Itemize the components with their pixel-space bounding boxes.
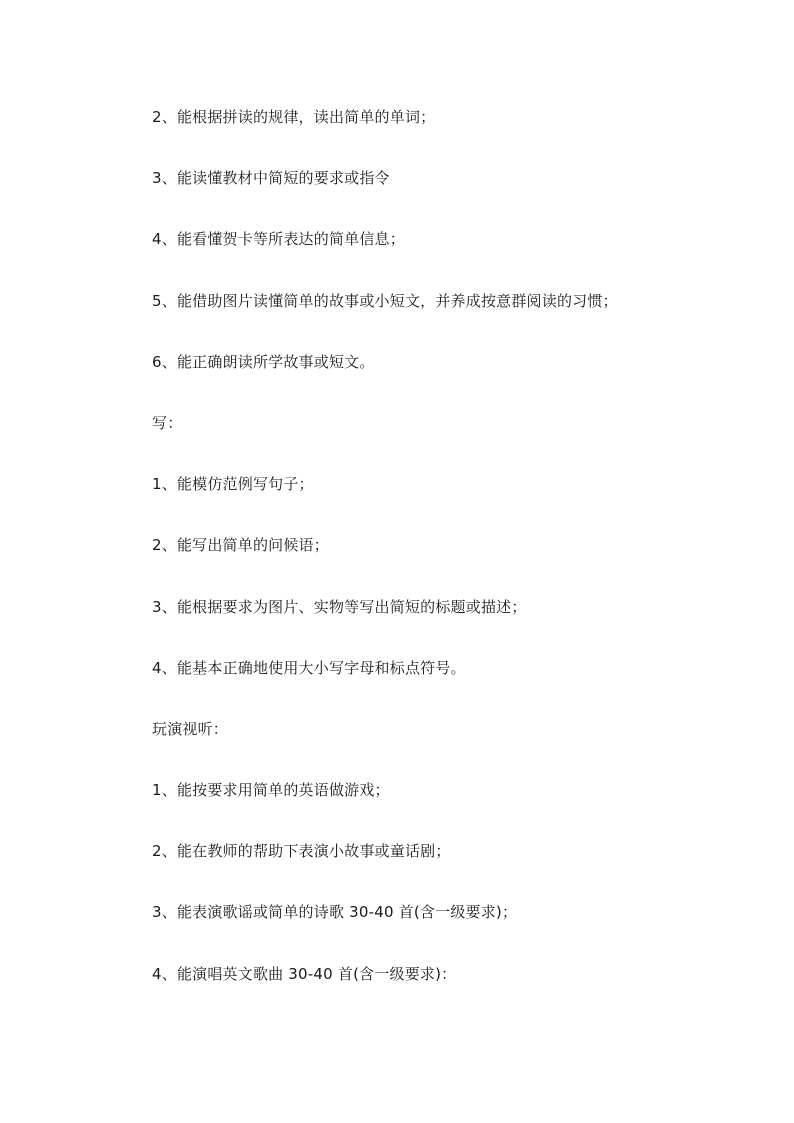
writing-item-1: 1、能模仿范例写句子； xyxy=(152,475,314,494)
section-heading-performance: 玩演视听： xyxy=(152,719,229,738)
writing-item-2: 2、能写出简单的问候语； xyxy=(152,536,329,555)
writing-item-3: 3、能根据要求为图片、实物等写出简短的标题或描述； xyxy=(152,597,527,616)
writing-item-4: 4、能基本正确地使用大小写字母和标点符号。 xyxy=(152,658,466,677)
reading-item-6: 6、能正确朗读所学故事或短文。 xyxy=(152,352,375,371)
performance-item-3: 3、能表演歌谣或简单的诗歌 30-40 首(含一级要求)； xyxy=(152,903,518,922)
section-heading-writing: 写： xyxy=(152,413,183,432)
reading-item-4: 4、能看懂贺卡等所表达的简单信息； xyxy=(152,230,405,249)
performance-item-2: 2、能在教师的帮助下表演小故事或童话剧； xyxy=(152,842,451,861)
document-body xyxy=(152,105,712,1023)
reading-item-5: 5、能借助图片读懂简单的故事或小短文，并养成按意群阅读的习惯； xyxy=(152,291,618,310)
performance-item-4: 4、能演唱英文歌曲 30-40 首(含一级要求)： xyxy=(152,964,457,983)
performance-item-1: 1、能按要求用简单的英语做游戏； xyxy=(152,781,390,800)
reading-item-2: 2、能根据拼读的规律，读出简单的单词； xyxy=(152,108,436,126)
reading-item-3: 3、能读懂教材中简短的要求或指令 xyxy=(152,169,390,188)
